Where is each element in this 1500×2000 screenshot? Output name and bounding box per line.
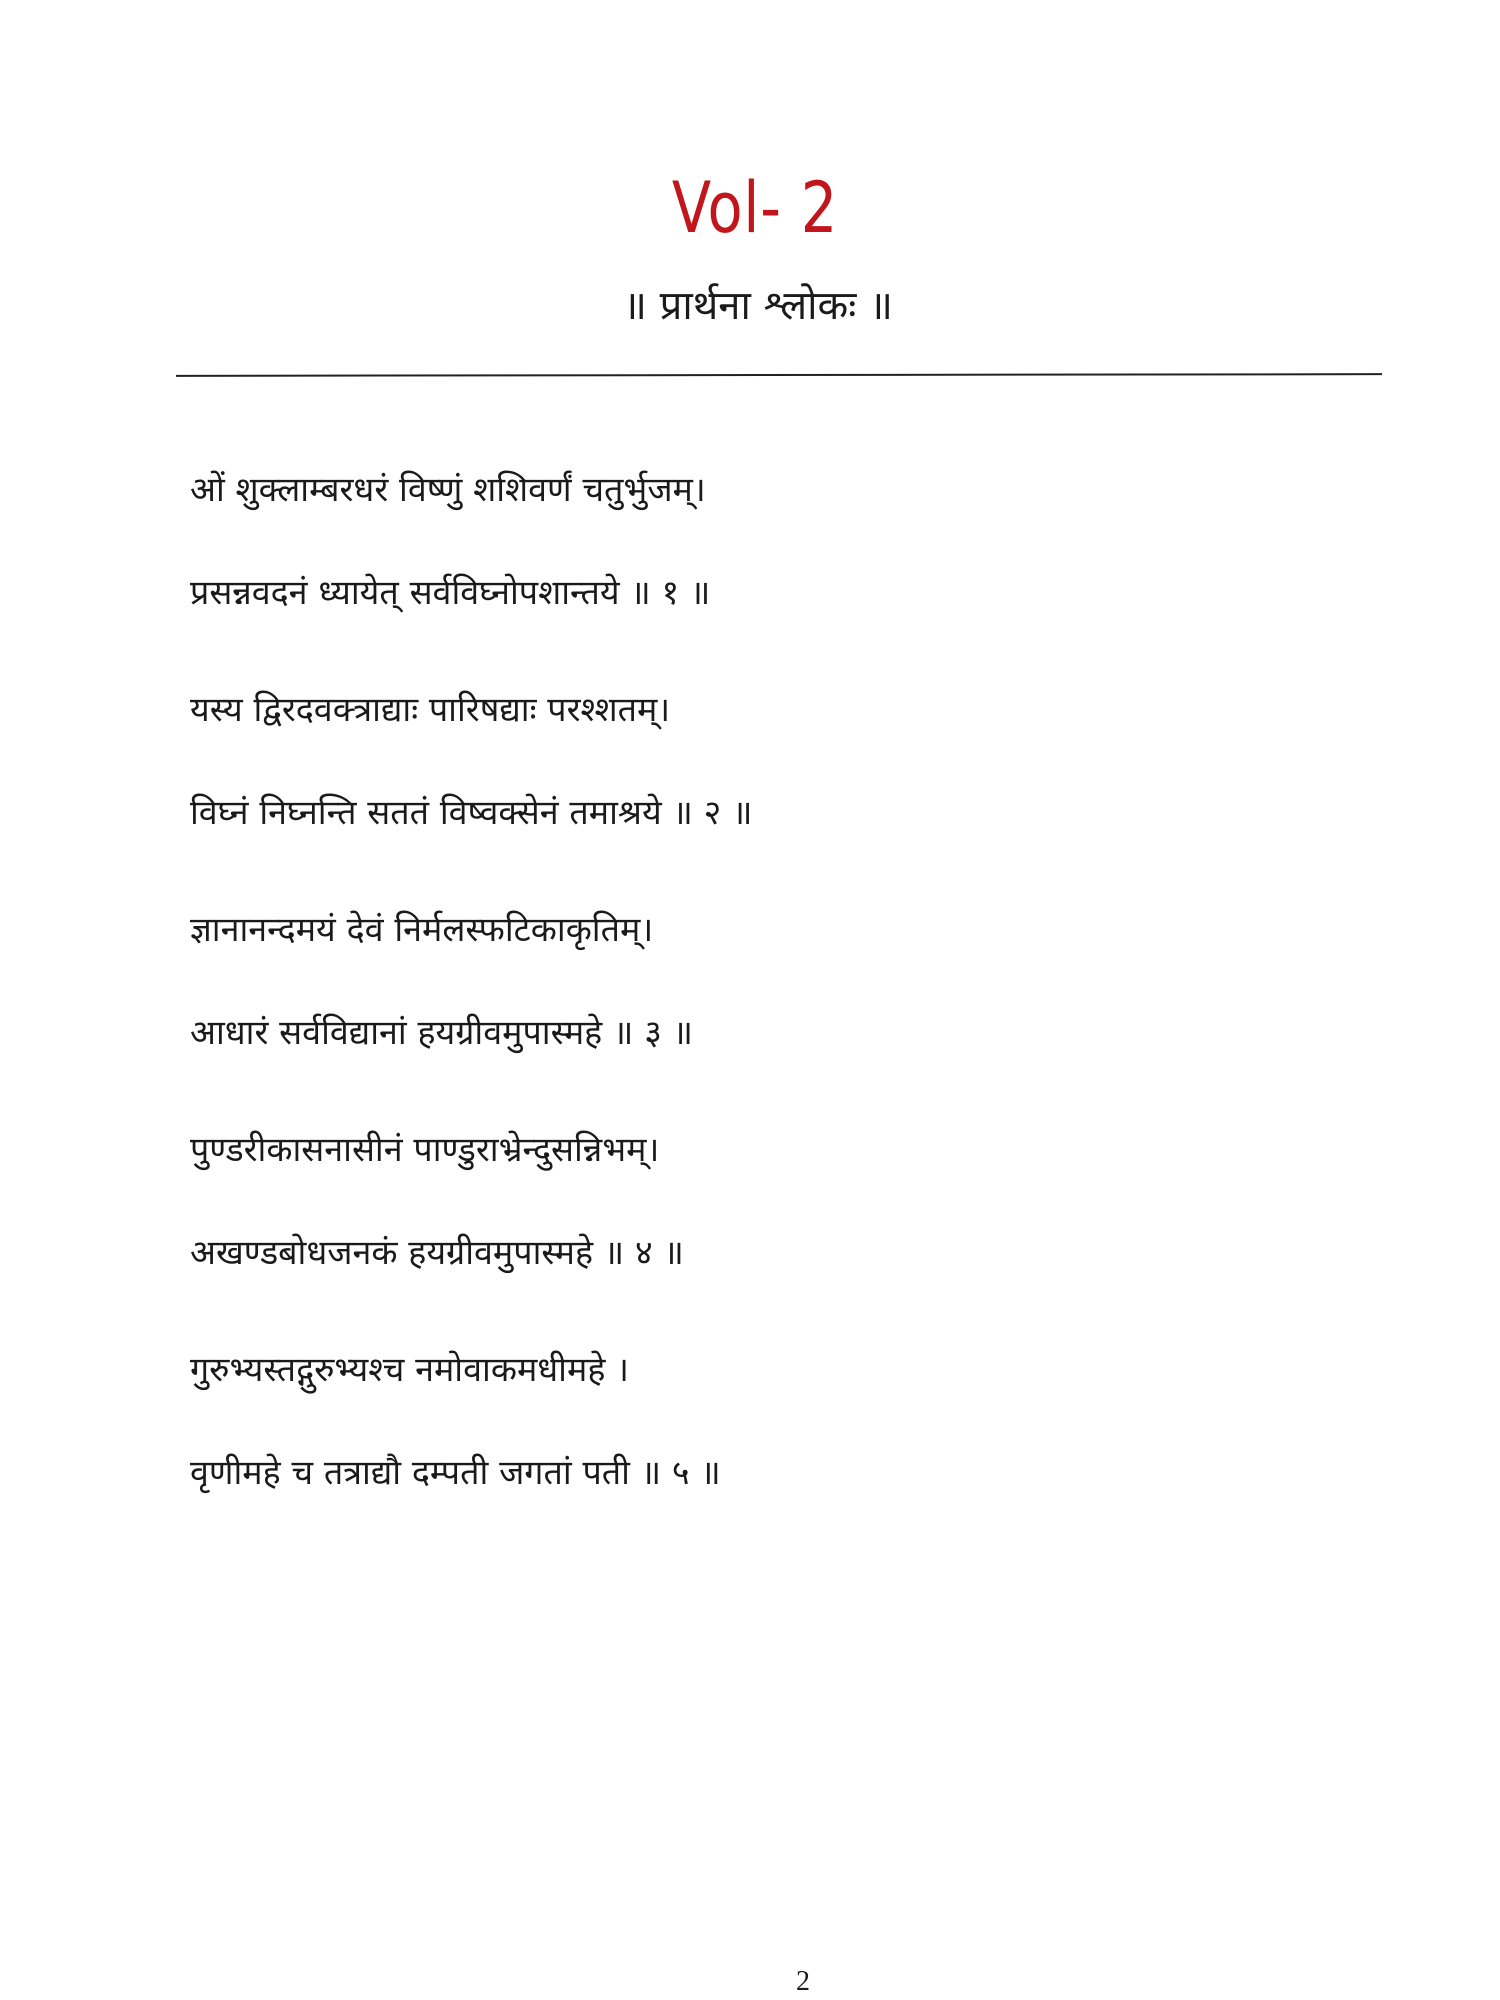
verse-5-line-2: वृणीमहे च तत्राद्यौ दम्पती जगतां पती ॥ ५ ॥ bbox=[190, 1453, 721, 1493]
verse-3-line-1: ज्ञानानन्दमयं देवं निर्मलस्फटिकाकृतिम्। bbox=[190, 910, 654, 950]
verse-4-line-1: पुण्डरीकासनासीनं पाण्डुराभ्रेन्दुसन्निभम्। bbox=[190, 1130, 660, 1170]
verse-3-line-2: आधारं सर्वविद्यानां हयग्रीवमुपास्महे ॥ ३ ॥ bbox=[190, 1013, 694, 1053]
verse-1-line-2: प्रसन्नवदनं ध्यायेत् सर्वविघ्नोपशान्तये ॥ १ ॥ bbox=[190, 573, 711, 613]
header-divider bbox=[176, 373, 1382, 377]
volume-title: Vol- 2 bbox=[671, 167, 839, 249]
verse-2-line-2: विघ्नं निघ्नन्ति सततं विष्वक्सेनं तमाश्रये ॥ २ ॥ bbox=[190, 793, 753, 833]
verse-2-line-1: यस्य द्विरदवक्त्राद्याः पारिषद्याः परश्शतम्। bbox=[190, 690, 671, 730]
section-title: ॥ प्रार्थना श्लोकः ॥ bbox=[622, 283, 894, 329]
verse-5-line-1: गुरुभ्यस्तद्गुरुभ्यश्च नमोवाकमधीमहे । bbox=[190, 1350, 630, 1390]
page-number: 2 bbox=[796, 1966, 810, 1997]
verse-1-line-1: ओं शुक्लाम्बरधरं विष्णुं शशिवर्णं चतुर्भुजम्। bbox=[190, 470, 706, 510]
verse-4-line-2: अखण्डबोधजनकं हयग्रीवमुपास्महे ॥ ४ ॥ bbox=[190, 1233, 684, 1273]
